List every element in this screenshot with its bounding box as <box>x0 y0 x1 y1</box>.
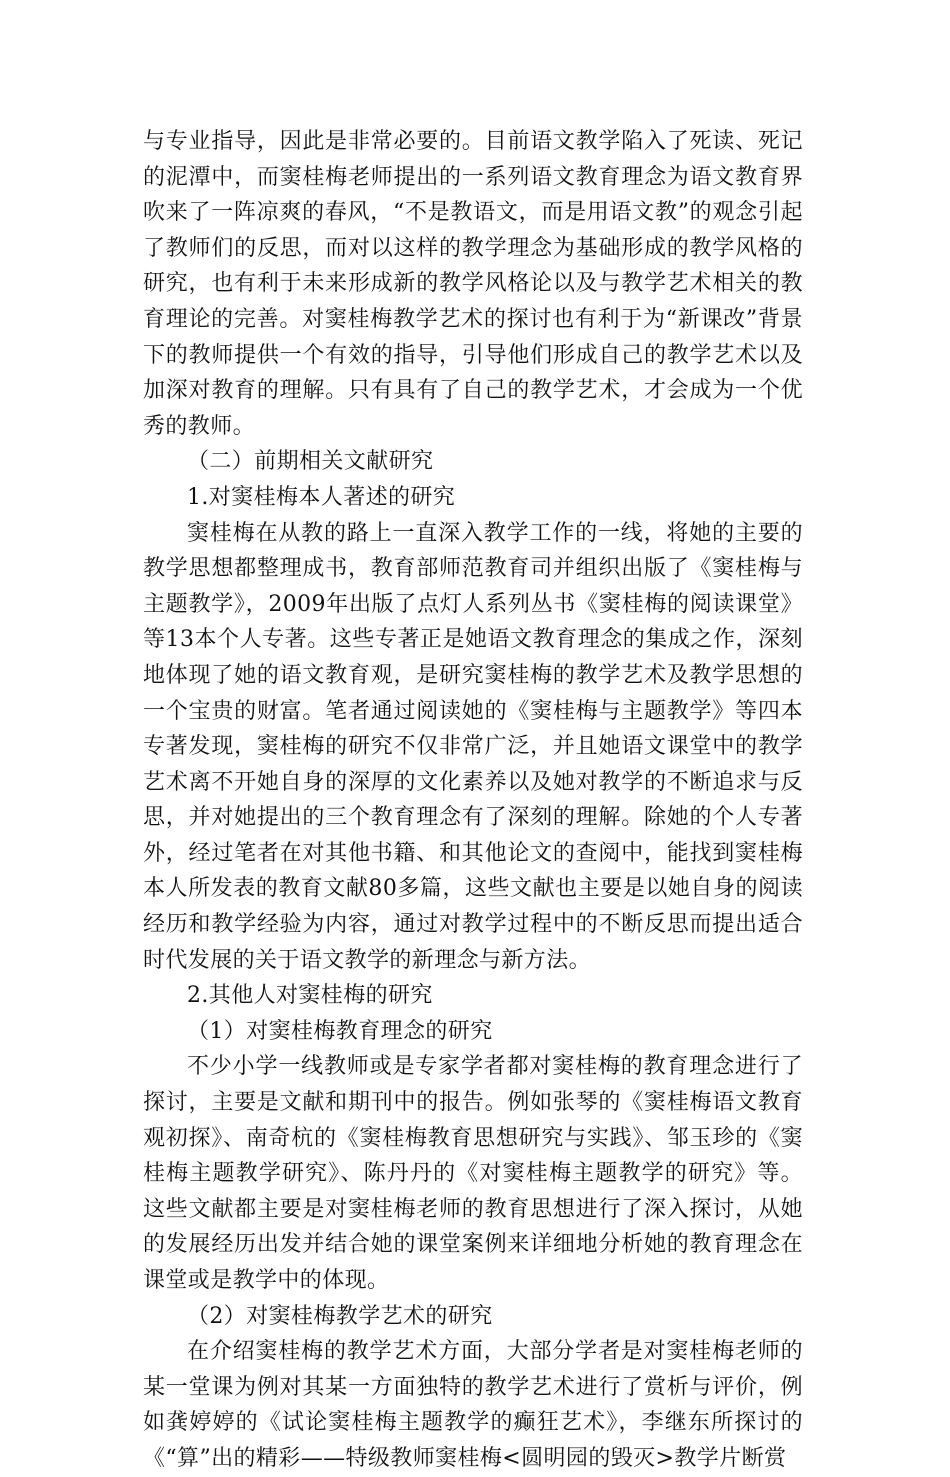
subsection-heading-own-writings: 1.对窦桂梅本人著述的研究 <box>187 484 456 510</box>
sub-subsection-heading-educational-philosophy: （1）对窦桂梅教育理念的研究 <box>187 1018 493 1044</box>
section-heading-literature-review: （二）前期相关文献研究 <box>187 449 434 475</box>
paragraph-teaching-art: 在介绍窦桂梅的教学艺术方面，大部分学者是对窦桂梅老师的某一堂课为例对其某一方面独特的教学艺术进行了赏析与评价，例如龚婷婷的《试论窦桂梅主题教学的癫狂艺术》，李继东所探讨的《“算”出的精彩——特级教师窦桂梅<圆明园的毁灭>教学片断赏 <box>143 1339 803 1471</box>
paragraph-significance-continued: 与专业指导，因此是非常必要的。目前语文教学陷入了死读、死记的泥潭中，而窦桂梅老师提出的一系列语文教育理念为语文教育界吹来了一阵凉爽的春风，“不是教语文，而是用语文教”的观念引起了教师们的反思，而对以这样的教学理念为基础形成的教学风格的研究，也有利于未来形成新的教学风格论以及与教学艺术相关的教育理论的完善。对窦桂梅教学艺术的探讨也有利于为“新课改”背景下的教师提供一个有效的指导，引导他们形成自己的教学艺术以及加深对教育的理解。只有具有了自己的教学艺术，才会成为一个优秀的教师。 <box>143 129 803 439</box>
subsection-heading-others-research: 2.其他人对窦桂梅的研究 <box>187 983 433 1009</box>
paragraph-own-writings: 窦桂梅在从教的路上一直深入教学工作的一线，将她的主要的教学思想都整理成书，教育部师范教育司并组织出版了《窦桂梅与主题教学》，2009年出版了点灯人系列丛书《窦桂梅的阅读课堂》等13本个人专著。这些专著正是她语文教育理念的集成之作，深刻地体现了她的语文教育观，是研究窦桂梅的教学艺术及教学思想的一个宝贵的财富。笔者通过阅读她的《窦桂梅与主题教学》等四本专著发现，窦桂梅的研究不仅非常广泛，并且她语文课堂中的教学艺术离不开她自身的深厚的文化素养以及她对教学的不断追求与反思，并对她提出的三个教育理念有了深刻的理解。除她的个人专著外，经过笔者在对其他书籍、和其他论文的查阅中，能找到窦桂梅本人所发表的教育文献80多篇，这些文献也主要是以她自身的阅读经历和教学经验为内容，通过对教学过程中的不断反思而提出适合时代发展的关于语文教学的新理念与新方法。 <box>143 520 803 973</box>
paragraph-educational-philosophy: 不少小学一线教师或是专家学者都对窦桂梅的教育理念进行了探讨，主要是文献和期刊中的报告。例如张琴的《窦桂梅语文教育观初探》、南奇杭的《窦桂梅教育思想研究与实践》、邹玉珍的《窦桂梅主题教学研究》、陈丹丹的《对窦桂梅主题教学的研究》等。这些文献都主要是对窦桂梅老师的教育思想进行了深入探讨，从她的发展经历出发并结合她的课堂案例来详细地分析她的教育理念在课堂或是教学中的体现。 <box>143 1054 803 1293</box>
document-body <box>143 124 803 1477</box>
sub-subsection-heading-teaching-art: （2）对窦桂梅教学艺术的研究 <box>187 1303 493 1329</box>
